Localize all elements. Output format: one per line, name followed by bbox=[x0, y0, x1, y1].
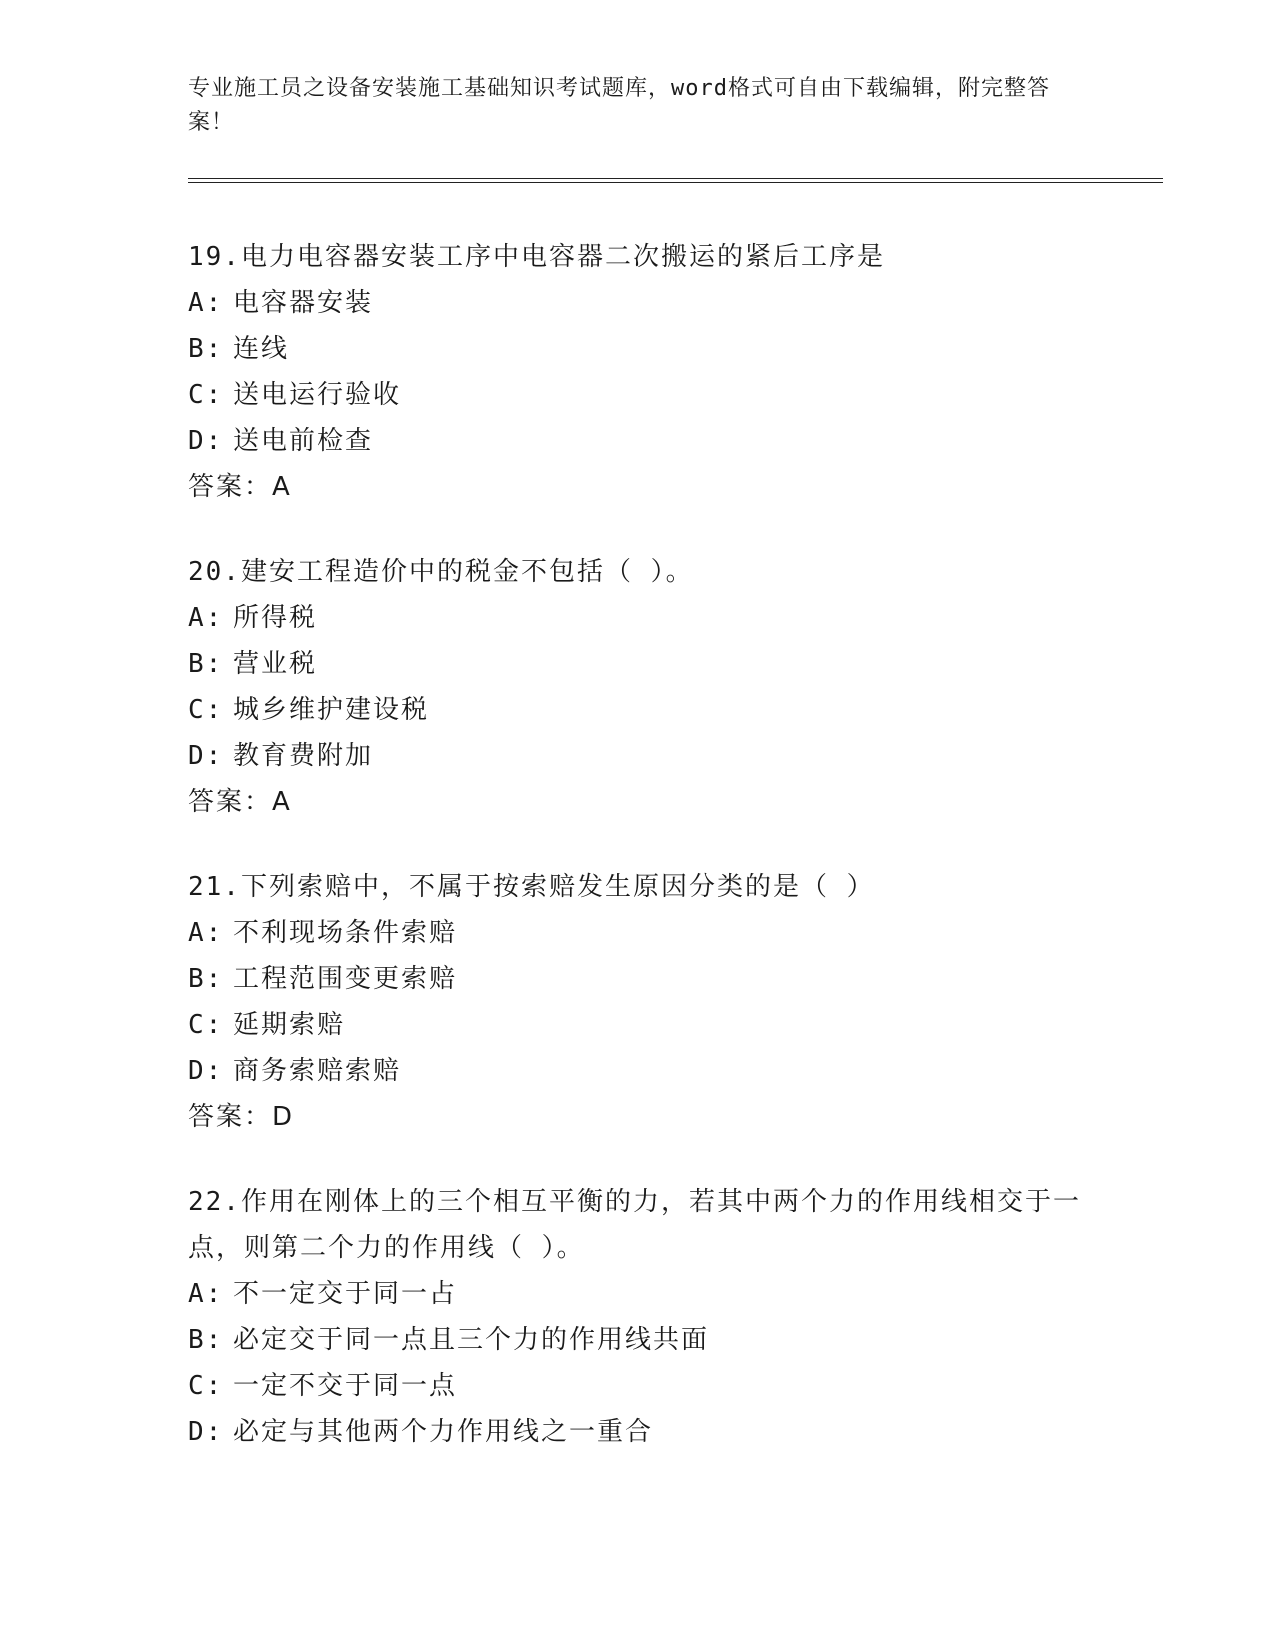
option-letter: B: bbox=[188, 1325, 224, 1355]
option-letter: A: bbox=[188, 918, 224, 948]
option-text: 工程范围变更索赔 bbox=[233, 964, 458, 994]
option-c bbox=[188, 687, 1088, 733]
question-22 bbox=[188, 1179, 1088, 1455]
header-divider-top bbox=[188, 178, 1163, 179]
answer-line: 答案：D bbox=[188, 1102, 295, 1132]
option-letter: B: bbox=[188, 334, 224, 364]
option-c bbox=[188, 1363, 1088, 1409]
option-a bbox=[188, 595, 1088, 641]
option-text: 电容器安装 bbox=[233, 288, 374, 318]
option-b bbox=[188, 326, 1088, 372]
option-letter: D: bbox=[188, 1056, 224, 1086]
option-text: 不一定交于同一占 bbox=[233, 1279, 458, 1309]
option-d bbox=[188, 1409, 1088, 1455]
option-text: 营业税 bbox=[233, 649, 318, 679]
answer-line: 答案：A bbox=[188, 472, 292, 502]
question-20 bbox=[188, 549, 1088, 825]
option-text: 必定与其他两个力作用线之一重合 bbox=[233, 1417, 654, 1447]
question-list bbox=[188, 234, 1088, 1494]
option-d bbox=[188, 1048, 1088, 1094]
option-text: 商务索赔索赔 bbox=[233, 1056, 402, 1086]
option-b bbox=[188, 641, 1088, 687]
option-d bbox=[188, 418, 1088, 464]
option-text: 一定不交于同一点 bbox=[233, 1371, 458, 1401]
option-letter: C: bbox=[188, 695, 224, 725]
option-text: 城乡维护建设税 bbox=[233, 695, 430, 725]
option-letter: D: bbox=[188, 426, 224, 456]
option-text: 送电运行验收 bbox=[233, 380, 402, 410]
option-c bbox=[188, 372, 1088, 418]
option-a bbox=[188, 910, 1088, 956]
question-stem: 19.电力电容器安装工序中电容器二次搬运的紧后工序是 bbox=[188, 242, 885, 272]
document-intro: 专业施工员之设备安装施工基础知识考试题库，word格式可自由下载编辑，附完整答案！ bbox=[188, 76, 1050, 135]
option-text: 教育费附加 bbox=[233, 741, 374, 771]
option-letter: A: bbox=[188, 603, 224, 633]
option-a bbox=[188, 280, 1088, 326]
option-b bbox=[188, 1317, 1088, 1363]
option-a bbox=[188, 1271, 1088, 1317]
answer-line: 答案：A bbox=[188, 787, 292, 817]
option-letter: C: bbox=[188, 1010, 224, 1040]
question-stem: 20.建安工程造价中的税金不包括（ ）。 bbox=[188, 557, 694, 587]
option-letter: B: bbox=[188, 964, 224, 994]
option-c bbox=[188, 1002, 1088, 1048]
option-text: 必定交于同一点且三个力的作用线共面 bbox=[233, 1325, 710, 1355]
header-divider-bottom bbox=[188, 182, 1163, 183]
option-letter: C: bbox=[188, 380, 224, 410]
question-21 bbox=[188, 864, 1088, 1140]
question-stem: 21.下列索赔中，不属于按索赔发生原因分类的是（ ） bbox=[188, 872, 875, 902]
option-letter: A: bbox=[188, 288, 224, 318]
option-letter: B: bbox=[188, 649, 224, 679]
option-letter: A: bbox=[188, 1279, 224, 1309]
option-text: 所得税 bbox=[233, 603, 318, 633]
option-text: 连线 bbox=[233, 334, 290, 364]
option-text: 延期索赔 bbox=[233, 1010, 346, 1040]
option-text: 不利现场条件索赔 bbox=[233, 918, 458, 948]
option-letter: D: bbox=[188, 741, 224, 771]
question-19 bbox=[188, 234, 1088, 510]
option-text: 送电前检查 bbox=[233, 426, 374, 456]
option-letter: C: bbox=[188, 1371, 224, 1401]
option-b bbox=[188, 956, 1088, 1002]
option-letter: D: bbox=[188, 1417, 224, 1447]
option-d bbox=[188, 733, 1088, 779]
question-stem: 22.作用在刚体上的三个相互平衡的力，若其中两个力的作用线相交于一点，则第二个力的作用线（ ）。 bbox=[188, 1187, 1081, 1263]
